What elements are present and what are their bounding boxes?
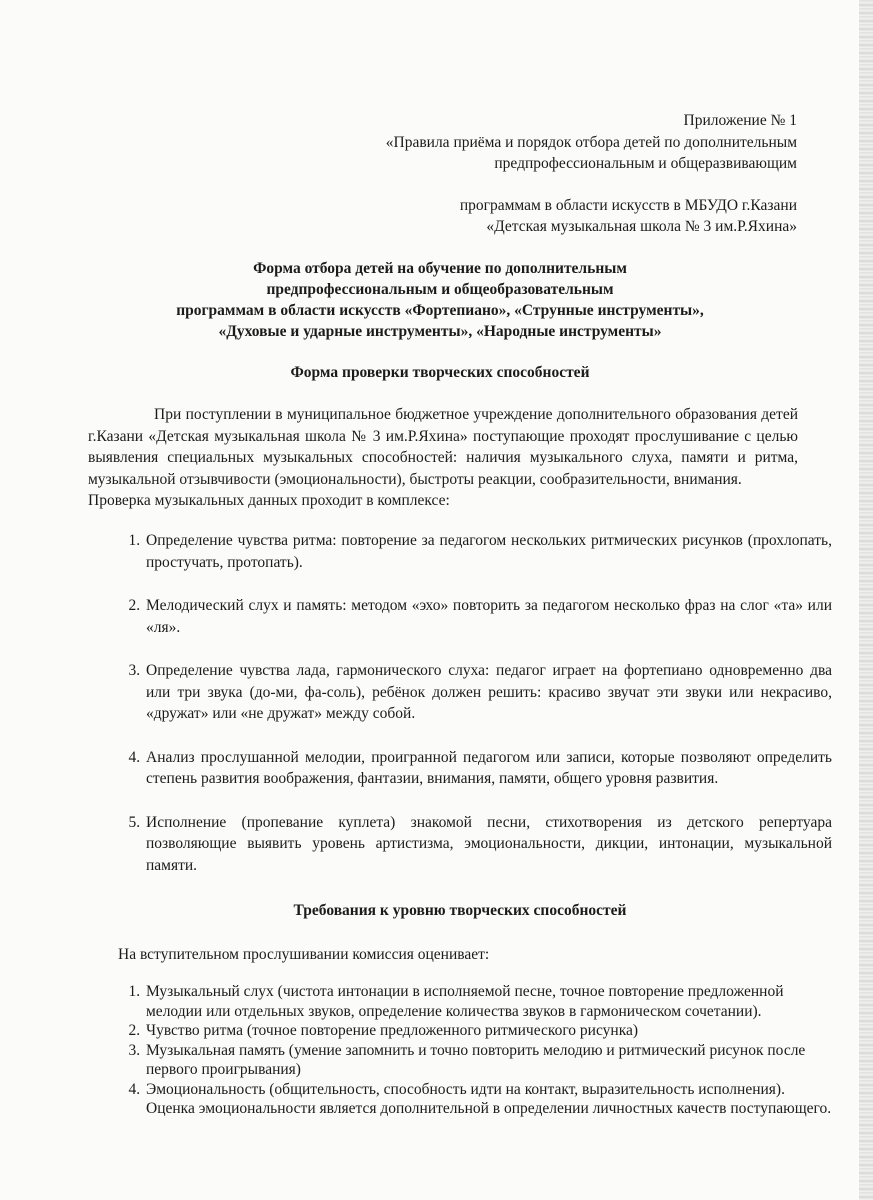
checks-list [110,530,832,898]
title-line: «Духовые и ударные инструменты», «Народные инструменты» [218,323,662,340]
check-item: 3. Определение чувства лада, гармонического слуха: педагог играет на фортепиано одновременно два или три звука (до-ми, фа-соль), ребёнок должен решить: красиво звучат эти звуки или некрасиво, «дружат» или «не дружат» между собой. [144,660,832,725]
scan-edge [859,0,873,1200]
intro-section [88,404,798,512]
appendix-line: «Правила приёма и порядок отбора детей по дополнительным [385,133,797,151]
check-item: 1. Определение чувства ритма: повторение за педагогом нескольких ритмических рисунков (прохлопать, простучать, протопать). [144,530,832,573]
appendix-header [237,110,797,238]
check-item: 4. Анализ прослушанной мелодии, проигранной педагогом или записи, которые позволяют определить степень развития воображения, фантазии, внимания, памяти, общего уровня развития. [144,747,832,790]
check-item: 5. Исполнение (пропевание куплета) знакомой песни, стихотворения из детского репертуара позволяющие выявить уровень артистизма, эмоциональности, дикции, интонации, музыкальной памяти. [144,812,832,877]
appendix-line: предпрофессиональным и общеразвивающим [494,155,797,172]
requirement-item: 1. Музыкальный слух (чистота интонации в исполняемой песне, точное повторение предложенной мелодии или отдельных звуков, определение количества звуков в гармоническом сочетании). [144,982,834,1021]
requirements-title: Требования к уровню творческих способностей [293,902,627,919]
appendix-number: Приложение № 1 [683,112,797,129]
title-line: Форма отбора детей на обучение по дополнительным [253,260,627,277]
appendix-line: «Детская музыкальная школа № 3 им.Р.Яхина» [486,218,797,235]
title-line: предпрофессиональным и общеобразовательным [266,281,614,298]
requirements-list [110,982,834,1119]
complex-line: Проверка музыкальных данных проходит в комплексе: [88,492,450,509]
title-line: программам в области искусств «Фортепиано», «Струнные инструменты», [176,302,704,319]
requirement-item: 2. Чувство ритма (точное повторение предложенного ритмического рисунка) [144,1021,834,1041]
section-subtitle: Форма проверки творческих способностей [290,364,590,381]
appendix-line: программам в области искусств в МБУДО г.Казани [459,196,797,214]
check-item: 2. Мелодический слух и память: методом «эхо» повторить за педагогом несколько фраз на слог «та» или «ля». [144,595,832,638]
document-title [80,258,800,342]
requirement-item: 4. Эмоциональность (общительность, способность идти на контакт, выразительность исполнения). Оценка эмоциональности является дополнительной в определении личностных качеств поступающего. [144,1080,834,1119]
requirements-intro: На вступительном прослушивании комиссия оценивает: [118,946,490,963]
requirement-item: 3. Музыкальная память (умение запомнить и точно повторить мелодию и ритмический рисунок после первого проигрывания) [144,1041,834,1080]
intro-paragraph: При поступлении в муниципальное бюджетное учреждение дополнительного образования детей г.Казани «Детская музыкальная школа № 3 им.Р.Яхина» поступающие проходят прослушивание с целью выявления специальных музыкальных способностей: наличия музыкального слуха, памяти и ритма, музыкальной отзывчивости (эмоциональности), быстроты реакции, сообразительности, внимания. [88,406,798,488]
